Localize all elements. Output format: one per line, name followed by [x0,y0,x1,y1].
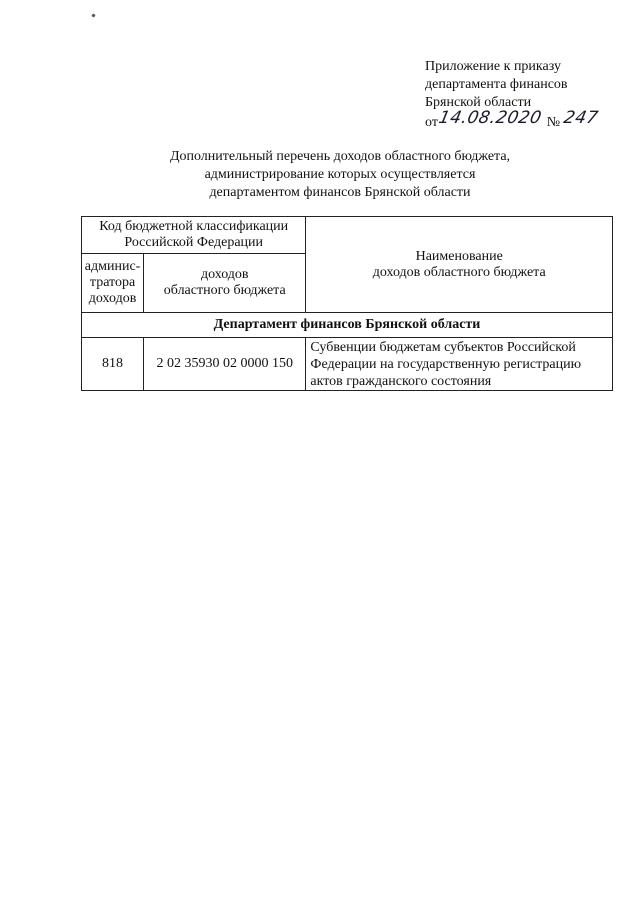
income-name-cell [306,338,613,391]
header-income-line-2: областного бюджета [163,283,286,298]
title-line-3: департаментом финансов Брянской области [209,185,471,200]
table-row [82,338,613,391]
income-name-line-2: Федерации на государственную регистрацию [310,356,582,372]
header-income-line-1: доходов [200,267,249,282]
header-code-cell [82,217,306,254]
header-name-line-2: доходов областного бюджета [372,264,546,280]
section-title: Департамент финансов Брянской области [82,313,613,338]
income-name-line-1: Субвенции бюджетам субъектов Российской [310,339,576,355]
header-row-1 [82,217,613,254]
header-income-cell [144,254,306,313]
date-prefix: от [425,115,438,130]
header-code-line-2: Российской Федерации [124,235,264,250]
handwritten-number: 247 [562,108,601,128]
appendix-note [425,58,601,132]
document-title [140,148,540,202]
appendix-line-2: департамента финансов [425,77,568,92]
header-admin-cell [82,254,144,313]
appendix-date-line [425,108,601,132]
header-code-line-1: Код бюджетной классификации [99,219,289,234]
header-admin-line-3: доходов [88,291,137,306]
revenue-table [81,216,613,391]
income-name-line-3: актов гражданского состояния [310,373,492,389]
handwritten-date: 14.08.2020 [436,108,544,128]
title-line-1: Дополнительный перечень доходов областного бюджета, [169,149,511,164]
scan-speck [91,13,95,17]
header-name-cell [306,217,613,313]
header-admin-line-1: админис- [84,259,141,274]
appendix-line-1: Приложение к приказу [425,59,561,74]
income-code-cell: 2 02 35930 02 0000 150 [144,338,306,391]
number-prefix: № [546,115,561,130]
title-line-2: администрирование которых осуществляется [204,167,476,182]
section-row [82,313,613,338]
admin-code-cell: 818 [82,338,144,391]
appendix-line-3: Брянской области [425,95,532,110]
header-name-line-1: Наименование [415,248,503,264]
header-admin-line-2: тратора [89,275,136,290]
